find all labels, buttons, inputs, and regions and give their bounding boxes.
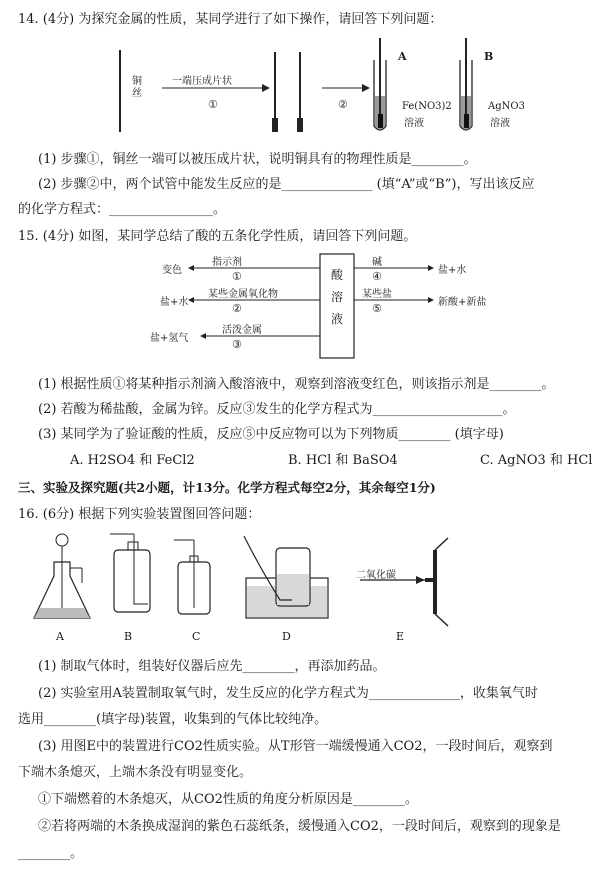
q16-p3d: ②若将两端的木条换成湿润的紫色石蕊纸条，缓慢通入CO2，一段时间后，观察到的现象是 xyxy=(38,819,561,834)
q15-num5: ⑤ xyxy=(372,302,382,315)
apparatus-a xyxy=(34,534,90,618)
wire-label: 铜丝 xyxy=(132,76,142,99)
q15-left1: 变色 xyxy=(162,265,182,276)
sol-a-2: 溶液 xyxy=(404,118,424,129)
co2-label: 二氧化碳 xyxy=(356,570,396,581)
q15-p2: (2) 若酸为稀盐酸，金属为锌。反应③发生的化学方程式为____________________。 xyxy=(38,402,516,417)
sol-b-2: 溶液 xyxy=(490,118,510,129)
q15-right4: 盐+水 xyxy=(438,265,467,276)
q14-figure xyxy=(100,30,550,140)
q15-p3: (3) 某同学为了验证酸的性质，反应⑤中反应物可以为下列物质________ (填字母) xyxy=(38,427,504,442)
q15-opt-a: A. H2SO4 和 FeCl2 xyxy=(70,453,195,468)
q16-p2: (2) 实验室用A装置制取氧气时，发生反应的化学方程式为______________，收集氧气时 xyxy=(38,686,538,701)
sol-b-1: AgNO3 xyxy=(488,101,525,112)
step1-num: ① xyxy=(208,98,218,111)
section-3-heading: 三、实验及探究题(共2小题，计13分。化学方程式每空2分，其余每空1分) xyxy=(18,480,436,495)
label-b: B xyxy=(124,630,133,643)
q15-num2: ② xyxy=(232,302,242,315)
tube-a-label: A xyxy=(398,50,407,63)
q15-figure xyxy=(160,248,470,364)
apparatus-e xyxy=(360,538,448,626)
step2-num: ② xyxy=(338,98,348,111)
q16-p2b: 选用________(填字母)装置，收集到的气体比较纯净。 xyxy=(18,712,328,727)
q15-p1: (1) 根据性质①将某种指示剂滴入酸溶液中，观察到溶液变红色，则该指示剂是________。 xyxy=(38,377,555,392)
apparatus-b xyxy=(110,534,150,612)
q15-arrow1: 指示剂 xyxy=(212,257,242,268)
q15-arrow3: 活泼金属 xyxy=(222,325,262,336)
q15-left2: 盐+水 xyxy=(160,297,189,308)
center-char-2: 溶 xyxy=(331,290,344,304)
q15-opt-c: C. AgNO3 和 HCl xyxy=(480,453,593,468)
center-char-3: 液 xyxy=(331,312,344,326)
q15-left3: 盐+氢气 xyxy=(150,333,189,344)
q14-p1: (1) 步骤①，铜丝一端可以被压成片状，说明铜具有的物理性质是________。 xyxy=(38,152,477,167)
q15-arrow2: 某些金属氧化物 xyxy=(208,289,278,300)
q14-stem: 14. (4分) 为探究金属的性质，某同学进行了如下操作，请回答下列问题： xyxy=(18,12,443,27)
q15-num3: ③ xyxy=(232,338,242,351)
q15-arrow5: 某些盐 xyxy=(362,289,392,300)
center-char-1: 酸 xyxy=(331,268,344,282)
q14-p2: (2) 步骤②中，两个试管中能发生反应的是______________ (填“A”或“B”)，写出该反应 xyxy=(38,177,535,192)
step1-label: 一端压成片状 xyxy=(172,76,232,87)
q16-p3: (3) 用图E中的装置进行CO2性质实验。从T形管一端缓慢通入CO2，一段时间后，观察到 xyxy=(38,739,553,754)
label-a: A xyxy=(56,630,64,643)
q16-stem: 16. (6分) 根据下列实验装置图回答问题： xyxy=(18,507,261,522)
apparatus-d xyxy=(244,536,328,618)
q16-p3e: ________。 xyxy=(18,846,84,861)
apparatus-c xyxy=(174,540,210,614)
q16-p1: (1) 制取气体时，组装好仪器后应先________，再添加药品。 xyxy=(38,659,386,674)
q15-opt-b: B. HCl 和 BaSO4 xyxy=(288,453,398,468)
q15-arrow4: 碱 xyxy=(372,257,382,268)
q15-num4: ④ xyxy=(372,270,382,283)
q16-p3c: ①下端燃着的木条熄灭，从CO2性质的角度分析原因是________。 xyxy=(38,792,418,807)
tube-b-label: B xyxy=(484,50,494,63)
q15-stem: 15. (4分) 如图，某同学总结了酸的五条化学性质，请回答下列问题。 xyxy=(18,229,417,244)
q14-p2b: 的化学方程式：________________。 xyxy=(18,202,227,217)
q16-p3b: 下端木条熄灭，上端木条没有明显变化。 xyxy=(18,765,253,780)
q15-num1: ① xyxy=(232,270,242,283)
label-c: C xyxy=(192,630,201,643)
label-e: E xyxy=(396,630,405,643)
label-d: D xyxy=(282,630,291,643)
q15-right5: 新酸+新盐 xyxy=(438,297,487,308)
sol-a-1: Fe(NO3)2 xyxy=(402,101,452,112)
